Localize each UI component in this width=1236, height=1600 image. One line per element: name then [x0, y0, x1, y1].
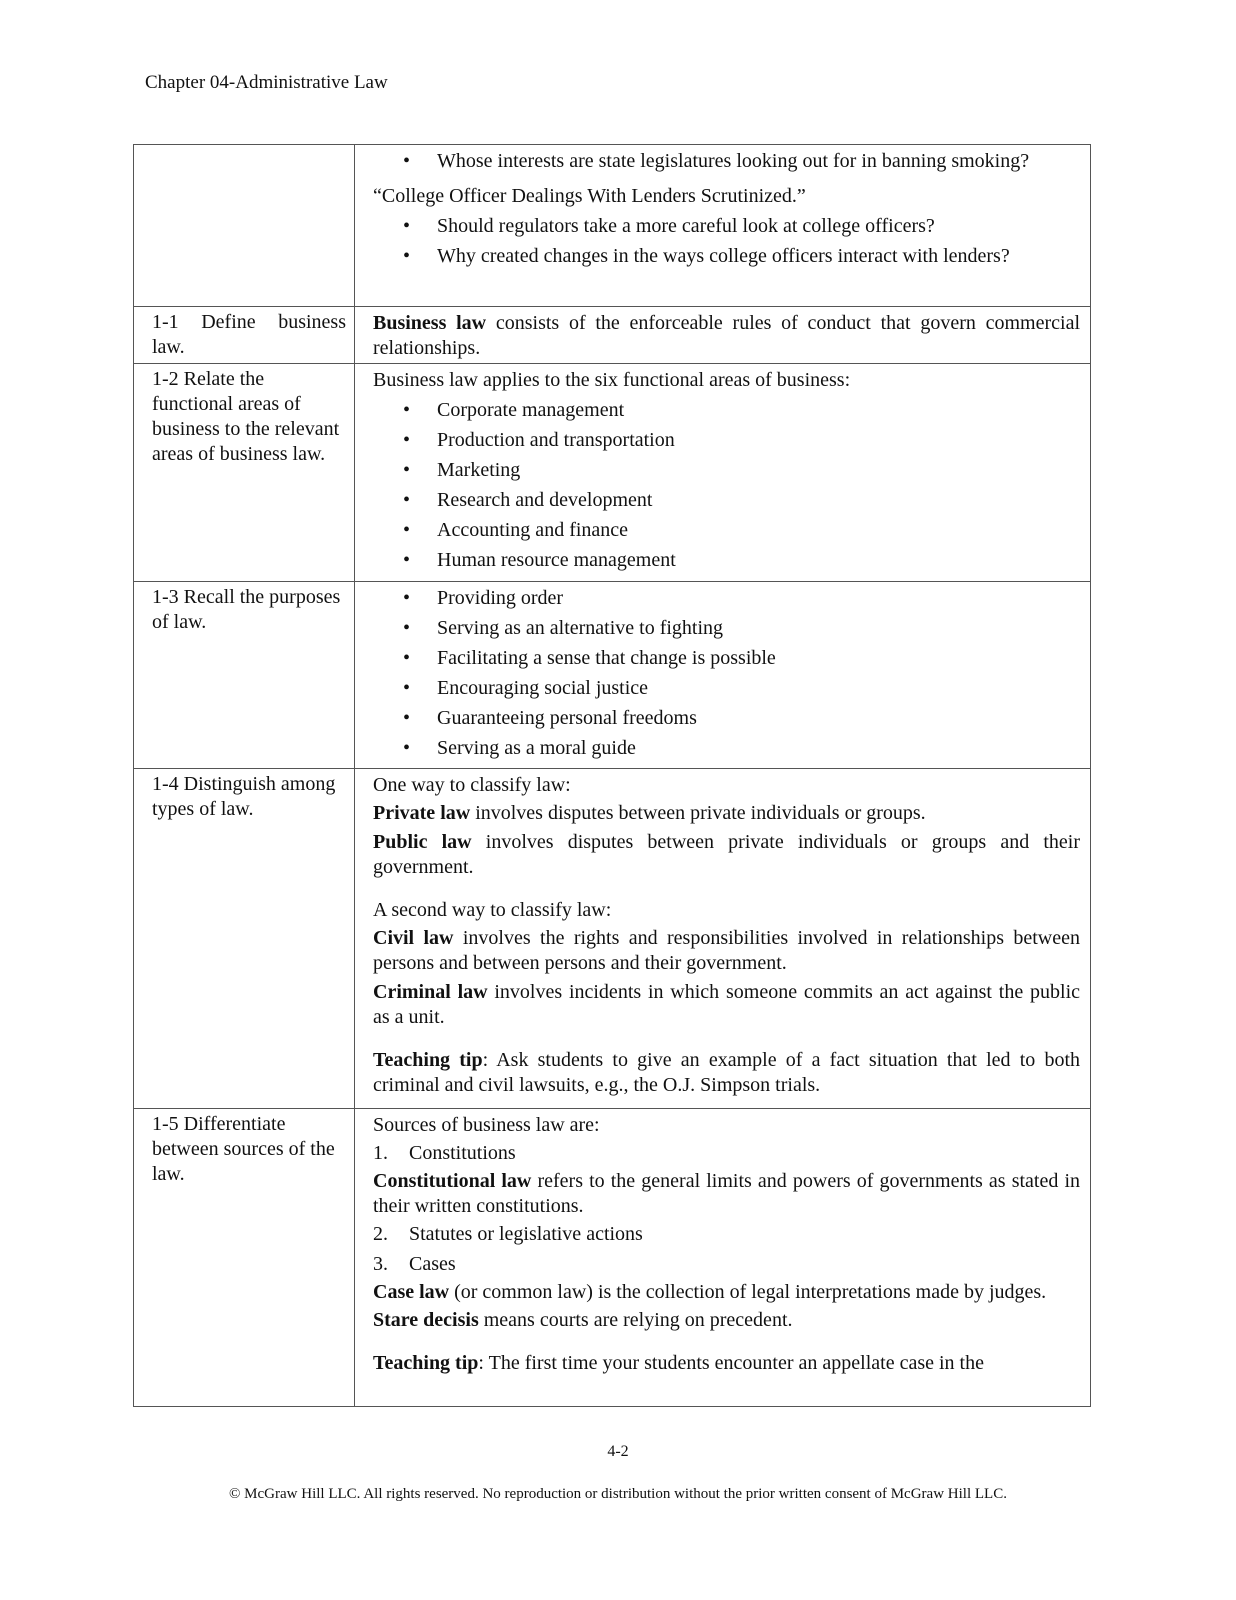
learning-objective-cell: 1-2 Relate the functional areas of business to the relevant areas of business law. [134, 364, 355, 582]
learning-objective-cell: 1-3 Recall the purposes of law. [134, 582, 355, 769]
list-item: • Serving as an alternative to fighting [437, 616, 1080, 641]
definition-private-law: Private law involves disputes between private individuals or groups. [373, 802, 926, 824]
copyright-footer: © McGraw Hill LLC. All rights reserved. No reproduction or distribution without the prior written consent of McGraw Hill LLC. [229, 1486, 1007, 1502]
definition-stare-decisis: Stare decisis means courts are relying on precedent. [373, 1309, 793, 1331]
content-cell [355, 364, 1091, 582]
list-item: • Whose interests are state legislatures looking out for in banning smoking? [437, 149, 1080, 174]
table-row [134, 145, 1091, 307]
numbered-list [373, 1141, 1080, 1166]
bullet-list [373, 398, 1080, 573]
classify-intro-2: A second way to classify law: [373, 899, 612, 921]
learning-objective-cell: 1-1 Define business law. [134, 307, 355, 364]
content-cell [355, 145, 1091, 307]
list-item: • Encouraging social justice [437, 676, 1080, 701]
content-cell [355, 582, 1091, 769]
page-header: Chapter 04-Administrative Law [145, 72, 388, 93]
learning-objective-cell: 1-4 Distinguish among types of law. [134, 769, 355, 1109]
list-item: • Why created changes in the ways college officers interact with lenders? [437, 244, 1080, 269]
list-item: • Providing order [437, 586, 1080, 611]
definition-business-law: Business law consists of the enforceable rules of conduct that govern commercial relationships. [373, 312, 1081, 359]
classify-intro-1: One way to classify law: [373, 774, 571, 796]
learning-objective-cell [134, 145, 355, 307]
table-row [134, 582, 1091, 769]
sources-intro: Sources of business law are: [373, 1114, 600, 1136]
table-row [134, 307, 1091, 364]
learning-objective-cell: 1-5 Differentiate between sources of the law. [134, 1109, 355, 1407]
definition-constitutional-law: Constitutional law refers to the general limits and powers of governments as stated in their written constitutions. [373, 1170, 1081, 1217]
list-item: 2. Statutes or legislative actions [373, 1223, 643, 1245]
numbered-list [373, 1222, 1080, 1277]
content-cell [355, 1109, 1091, 1407]
list-item: • Corporate management [437, 398, 1080, 423]
page-number: 4-2 [607, 1443, 629, 1460]
list-item: • Facilitating a sense that change is possible [437, 646, 1080, 671]
definition-criminal-law: Criminal law involves incidents in which someone commits an act against the public as a unit. [373, 981, 1080, 1028]
list-item: • Production and transportation [437, 428, 1080, 453]
table-row [134, 1109, 1091, 1407]
functional-areas-intro: Business law applies to the six functional areas of business: [373, 369, 851, 391]
bullet-list [373, 586, 1080, 761]
article-title: “College Officer Dealings With Lenders Scrutinized.” [373, 185, 806, 207]
lecture-outline-table [133, 144, 1091, 1407]
list-item: • Marketing [437, 458, 1080, 483]
list-item: • Serving as a moral guide [437, 736, 1080, 761]
list-item: • Should regulators take a more careful look at college officers? [437, 214, 1080, 239]
content-cell [355, 307, 1091, 364]
bullet-list [373, 214, 1080, 269]
list-item: 3. Cases [373, 1253, 456, 1275]
teaching-tip: Teaching tip: Ask students to give an example of a fact situation that led to both criminal and civil lawsuits, e.g., the O.J. Simpson trials. [373, 1049, 1080, 1096]
table-row [134, 769, 1091, 1109]
list-item: • Research and development [437, 488, 1080, 513]
definition-case-law: Case law (or common law) is the collection of legal interpretations made by judges. [373, 1281, 1047, 1303]
list-item: • Human resource management [437, 548, 1080, 573]
teaching-tip: Teaching tip: The first time your students encounter an appellate case in the [373, 1352, 984, 1374]
table-row [134, 364, 1091, 582]
definition-public-law: Public law involves disputes between private individuals or groups and their government. [373, 831, 1080, 878]
list-item: 1. Constitutions [373, 1142, 516, 1164]
list-item: • Guaranteeing personal freedoms [437, 706, 1080, 731]
definition-civil-law: Civil law involves the rights and responsibilities involved in relationships between persons and between persons and their government. [373, 927, 1080, 974]
bullet-list [373, 149, 1080, 174]
content-cell [355, 769, 1091, 1109]
list-item: • Accounting and finance [437, 518, 1080, 543]
